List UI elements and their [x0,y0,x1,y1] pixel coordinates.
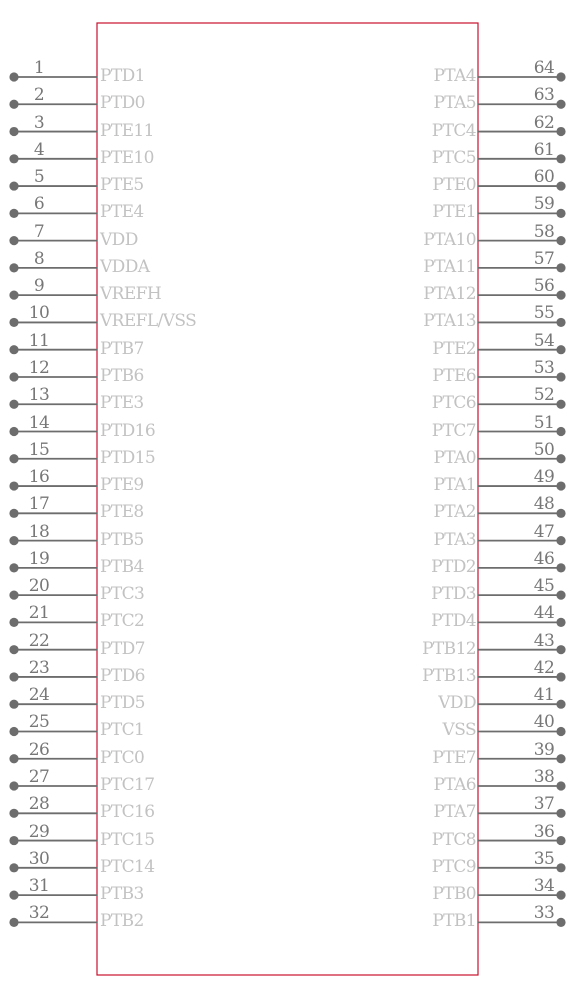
pins-layer [9,72,565,927]
right-pin-number: 50 [533,439,555,460]
left-pin-name: PTC3 [100,584,145,605]
left-pin-number: 10 [28,303,50,324]
left-pin-number: 11 [28,330,50,351]
left-pin-terminal-dot [9,536,18,545]
right-pin-number: 37 [533,794,555,815]
right-pin-number: 62 [533,112,555,133]
left-pin-terminal-dot [9,154,18,163]
left-pin-name: PTD1 [100,66,145,86]
right-pin-number: 47 [533,521,555,542]
left-pin-number: 19 [28,548,50,569]
right-pin-number: 61 [533,139,555,160]
left-pin-number: 2 [33,85,45,106]
right-pin-name: PTD3 [431,584,476,605]
left-pin-name: PTB3 [100,884,144,905]
right-pin-number: 56 [533,276,555,297]
left-pin-number: 5 [33,167,45,188]
left-pin-number: 18 [28,521,50,542]
right-pin-number: 33 [533,903,555,924]
left-pin-name: PTE5 [100,175,144,196]
left-pin-number: 24 [28,685,50,706]
right-pin-number: 52 [533,385,555,406]
right-pin-name: PTE1 [432,202,476,223]
left-pin-number: 16 [28,467,50,488]
right-pin-number: 38 [533,767,555,788]
left-pin-terminal-dot [9,127,18,136]
left-pin-terminal-dot [9,809,18,818]
left-pin-name: PTC0 [100,747,145,768]
left-pin-name: PTD7 [100,638,145,659]
right-pin-name: PTA12 [423,284,476,305]
right-pin-name: PTE7 [432,747,476,768]
left-pin-number: 26 [28,739,50,760]
right-pin-name: PTA10 [423,229,476,250]
left-pin-name: PTC16 [100,802,155,823]
right-pin-number: 45 [533,576,555,597]
left-pin-number: 15 [28,439,50,460]
left-pin-terminal-dot [9,318,18,327]
left-pin-number: 31 [28,876,50,897]
right-pin-name: PTC5 [431,147,476,168]
left-pin-number: 13 [28,385,50,406]
left-pin-terminal-dot [9,72,18,81]
right-pin-name: PTA3 [433,529,476,550]
left-pin-terminal-dot [9,291,18,300]
left-pin-terminal-dot [9,781,18,790]
left-pin-number: 1 [33,58,45,78]
right-pin-number: 48 [533,494,555,515]
right-pin-number: 53 [533,357,555,378]
left-pin-number: 28 [28,794,50,815]
right-pin-number: 60 [533,167,555,188]
left-pin-name: PTD15 [100,447,156,468]
left-pin-number: 23 [28,657,50,678]
left-pin-terminal-dot [9,563,18,572]
left-pin-number: 29 [28,821,50,842]
left-pin-terminal-dot [9,672,18,681]
left-pin-name: PTD6 [100,665,145,686]
left-pin-number: 12 [28,357,50,378]
left-pin-terminal-dot [9,863,18,872]
right-pin-name: PTB1 [432,911,476,932]
left-pin-number: 25 [28,712,50,733]
left-pin-name: PTC17 [100,775,155,796]
right-pin-number: 63 [533,85,555,106]
left-pin-name: PTD0 [100,93,145,114]
left-pin-name: PTE10 [100,147,154,168]
left-pin-terminal-dot [9,181,18,190]
right-pin-name: PTD2 [431,556,476,577]
left-pin-number: 9 [33,276,45,297]
right-pin-number: 36 [533,821,555,842]
left-pin-name: VREFH [100,284,162,305]
right-pin-name: PTA7 [433,802,476,823]
left-pin-number: 8 [33,248,45,269]
left-pin-number: 4 [33,139,45,160]
left-pin-name: PTE8 [100,502,144,523]
left-pin-terminal-dot [9,727,18,736]
left-pin-name: PTC14 [100,856,155,877]
right-pin-name: PTD4 [431,611,476,632]
left-pin-terminal-dot [9,236,18,245]
left-pin-name: PTC2 [100,611,145,632]
left-pin-terminal-dot [9,400,18,409]
left-pin-name: VREFL/VSS [100,311,197,332]
left-pin-number: 14 [28,412,50,433]
right-pin-number: 64 [533,58,555,78]
left-pin-number: 21 [28,603,50,624]
right-pin-number: 49 [533,467,555,488]
right-pin-number: 57 [533,248,555,269]
left-pin-terminal-dot [9,345,18,354]
left-pin-name: VDD [100,229,138,250]
right-pin-name: PTE0 [432,175,476,196]
left-pin-terminal-dot [9,100,18,109]
right-pin-name: PTC9 [431,856,476,877]
left-pin-terminal-dot [9,618,18,627]
right-pin-number: 46 [533,548,555,569]
right-pin-name: PTC4 [431,120,476,141]
left-pin-terminal-dot [9,454,18,463]
right-pin-name: PTB0 [432,884,476,905]
left-pin-number: 30 [28,848,50,869]
left-pin-number: 22 [28,630,50,651]
right-pin-name: PTB13 [422,665,476,686]
right-pin-number: 51 [533,412,555,433]
right-pin-number: 58 [533,221,555,242]
left-pin-name: PTB6 [100,365,144,386]
right-pin-name: VSS [442,720,476,741]
left-pin-terminal-dot [9,481,18,490]
right-pin-number: 59 [533,194,555,215]
left-pin-number: 17 [28,494,50,515]
right-pin-name: PTA1 [433,475,476,496]
left-pin-number: 6 [33,194,45,215]
right-pin-name: PTA4 [433,66,476,86]
left-pin-terminal-dot [9,591,18,600]
left-pin-name: PTB2 [100,911,144,932]
right-pin-name: PTB12 [422,638,476,659]
left-pin-name: PTE4 [100,202,144,223]
right-pin-name: PTA11 [423,256,476,277]
right-pin-name: VDD [438,693,476,714]
left-pin-name: PTC15 [100,829,155,850]
left-pin-terminal-dot [9,427,18,436]
left-pin-name: PTC1 [100,720,145,741]
left-pin-terminal-dot [9,918,18,927]
right-pin-name: PTC7 [431,420,476,441]
right-pin-name: PTA0 [433,447,476,468]
right-pin-name: PTA2 [433,502,476,523]
left-pin-number: 27 [28,767,50,788]
right-pin-number: 42 [533,657,555,678]
left-pin-terminal-dot [9,263,18,272]
left-pin-terminal-dot [9,509,18,518]
left-pin-terminal-dot [9,209,18,218]
right-pin-name: PTA13 [423,311,476,332]
right-pin-name: PTE6 [432,365,476,386]
right-pin-name: PTE2 [432,338,476,359]
right-pin-number: 44 [533,603,555,624]
right-pin-number: 35 [533,848,555,869]
left-pin-name: PTE11 [100,120,154,141]
right-pin-name: PTA6 [433,775,476,796]
left-pin-number: 32 [28,903,50,924]
left-pin-name: PTB7 [100,338,144,359]
right-pin-number: 54 [533,330,555,351]
left-pin-number: 3 [33,112,45,133]
left-pin-number: 7 [33,221,45,242]
right-pin-number: 41 [533,685,555,706]
right-pin-number: 43 [533,630,555,651]
left-pin-terminal-dot [9,754,18,763]
right-pin-number: 40 [533,712,555,733]
left-pin-terminal-dot [9,700,18,709]
right-pin-number: 39 [533,739,555,760]
left-pin-terminal-dot [9,891,18,900]
right-pin-name: PTC6 [431,393,476,414]
right-pin-name: PTA5 [433,93,476,114]
left-pin-name: PTB4 [100,556,144,577]
left-pin-terminal-dot [9,372,18,381]
right-pin-number: 34 [533,876,555,897]
left-pin-name: VDDA [100,256,150,277]
left-pin-terminal-dot [9,645,18,654]
right-pin-name: PTC8 [431,829,476,850]
left-pin-name: PTD5 [100,693,145,714]
left-pin-name: PTD16 [100,420,156,441]
left-pin-number: 20 [28,576,50,597]
left-pin-terminal-dot [9,836,18,845]
left-pin-name: PTB5 [100,529,144,550]
left-pin-name: PTE3 [100,393,144,414]
right-pin-number: 55 [533,303,555,324]
left-pin-name: PTE9 [100,475,144,496]
